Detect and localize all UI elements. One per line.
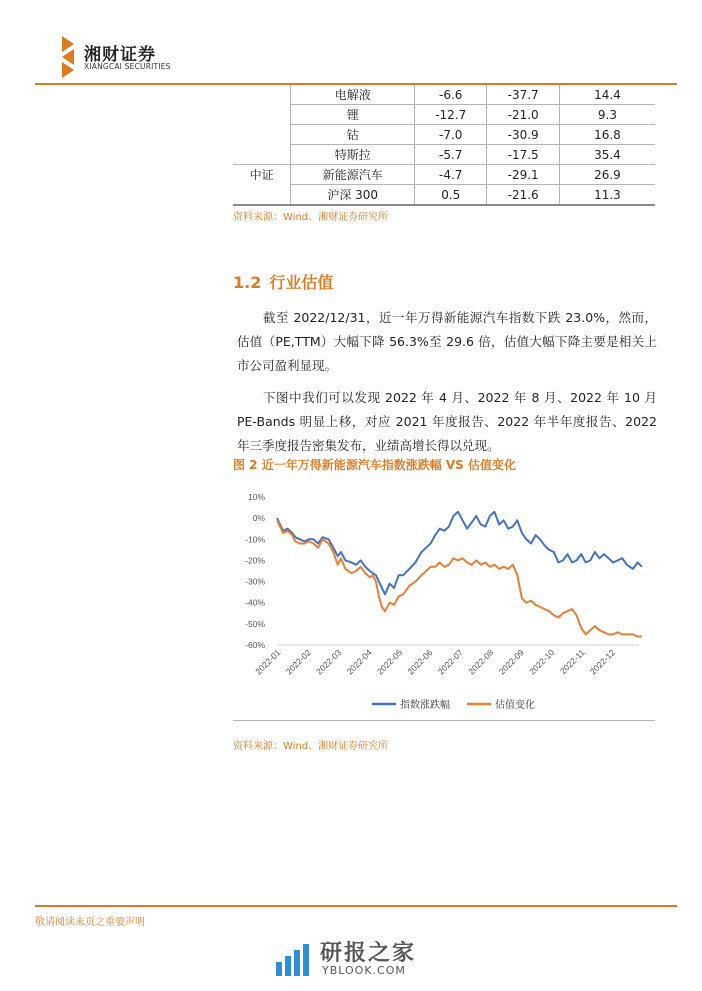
y-tick-label: 0% bbox=[252, 513, 265, 524]
x-tick-label: 2022-11 bbox=[557, 647, 587, 677]
table-cell: -12.7 bbox=[415, 105, 487, 125]
table-cell: 电解液 bbox=[291, 85, 415, 105]
figure-divider bbox=[233, 720, 655, 721]
y-tick-label: -50% bbox=[245, 618, 265, 629]
y-tick-label: -40% bbox=[245, 597, 265, 608]
table-cell: 钴 bbox=[291, 125, 415, 145]
y-tick-label: -10% bbox=[245, 534, 265, 545]
legend-label: 指数涨跌幅 bbox=[400, 700, 450, 711]
watermark-url: YBLOOK.COM bbox=[322, 964, 406, 977]
table-cell: -37.7 bbox=[487, 85, 559, 105]
y-tick-label: -30% bbox=[245, 576, 265, 587]
table-cell: -17.5 bbox=[487, 145, 559, 165]
figure-title: 图 2 近一年万得新能源汽车指数涨跌幅 VS 估值变化 bbox=[233, 458, 516, 472]
x-tick-label: 2022-05 bbox=[374, 647, 405, 677]
x-tick-label: 2022-03 bbox=[314, 647, 344, 677]
table-cell bbox=[233, 85, 291, 105]
legend-label: 估值变化 bbox=[495, 700, 535, 711]
table-cell: 0.5 bbox=[415, 185, 487, 206]
table-cell: -7.0 bbox=[415, 125, 487, 145]
section-title: 行业估值 bbox=[269, 273, 334, 292]
table-row bbox=[233, 145, 655, 165]
table-cell: -30.9 bbox=[487, 125, 559, 145]
table-row bbox=[233, 85, 655, 105]
table-cell: -6.6 bbox=[415, 85, 487, 105]
x-tick-label: 2022-01 bbox=[253, 647, 283, 677]
table-cell: 35.4 bbox=[559, 145, 655, 165]
footer-disclaimer: 敬请阅读末页之重要声明 bbox=[35, 917, 145, 928]
table-row bbox=[233, 165, 655, 185]
table-cell bbox=[233, 185, 291, 206]
x-tick-label: 2022-12 bbox=[587, 647, 618, 677]
line-chart bbox=[233, 483, 655, 718]
table-cell: -21.6 bbox=[487, 185, 559, 206]
performance-table bbox=[233, 85, 655, 206]
table-cell: -29.1 bbox=[487, 165, 559, 185]
x-tick-label: 2022-02 bbox=[283, 647, 313, 677]
y-tick-label: -60% bbox=[245, 640, 265, 650]
y-tick-label: 10% bbox=[247, 492, 265, 502]
section-heading bbox=[233, 270, 333, 293]
x-tick-label: 2022-07 bbox=[435, 647, 465, 677]
company-name: 湘财证券 bbox=[84, 45, 156, 65]
footer-divider bbox=[35, 905, 677, 907]
x-tick-label: 2022-09 bbox=[496, 647, 526, 677]
table-cell: 特斯拉 bbox=[291, 145, 415, 165]
table-cell: 14.4 bbox=[559, 85, 655, 105]
figure-source: 资料来源：Wind、湘财证券研究所 bbox=[233, 741, 389, 752]
table-row bbox=[233, 105, 655, 125]
x-tick-label: 2022-06 bbox=[405, 647, 435, 677]
table-row bbox=[233, 125, 655, 145]
y-tick-label: -20% bbox=[245, 555, 265, 566]
x-tick-label: 2022-08 bbox=[466, 647, 496, 677]
table-row bbox=[233, 185, 655, 206]
series-line bbox=[277, 512, 642, 595]
table-cell: 26.9 bbox=[559, 165, 655, 185]
table-cell: -4.7 bbox=[415, 165, 487, 185]
company-name-en: XIANGCAI SECURITIES bbox=[84, 62, 171, 71]
table-cell: 9.3 bbox=[559, 105, 655, 125]
watermark-name: 研报之家 bbox=[320, 941, 417, 966]
table-cell bbox=[233, 145, 291, 165]
company-logo-icon bbox=[58, 36, 78, 78]
table-source: 资料来源：Wind、湘财证券研究所 bbox=[233, 212, 389, 223]
bar-chart-logo-icon bbox=[274, 940, 312, 978]
table-cell: 16.8 bbox=[559, 125, 655, 145]
table-cell bbox=[233, 105, 291, 125]
table-cell: 11.3 bbox=[559, 185, 655, 206]
table-cell: 锂 bbox=[291, 105, 415, 125]
table-cell: 沪深 300 bbox=[291, 185, 415, 206]
x-tick-label: 2022-10 bbox=[527, 647, 557, 677]
table-cell: 中证 bbox=[233, 165, 291, 185]
paragraph: 截至 2022/12/31，近一年万得新能源汽车指数下跌 23.0%，然而，估值（PE,TTM）大幅下降 56.3%至 29.6 倍，估值大幅下降主要是相关上市公司盈利显现。 bbox=[237, 310, 657, 373]
body-text bbox=[237, 306, 657, 458]
table-cell: -5.7 bbox=[415, 145, 487, 165]
table-cell: -21.0 bbox=[487, 105, 559, 125]
table-cell bbox=[233, 125, 291, 145]
section-number: 1.2 bbox=[233, 273, 262, 292]
paragraph: 下图中我们可以发现 2022 年 4 月、2022 年 8 月、2022 年 10 月 PE-Bands 明显上移，对应 2021 年度报告、2022 年半年度报告、2022 年三季度报告密集发布，业绩高增长得以兑现。 bbox=[237, 390, 657, 453]
series-line bbox=[277, 520, 642, 636]
x-tick-label: 2022-04 bbox=[344, 647, 374, 677]
table-cell: 新能源汽车 bbox=[291, 165, 415, 185]
